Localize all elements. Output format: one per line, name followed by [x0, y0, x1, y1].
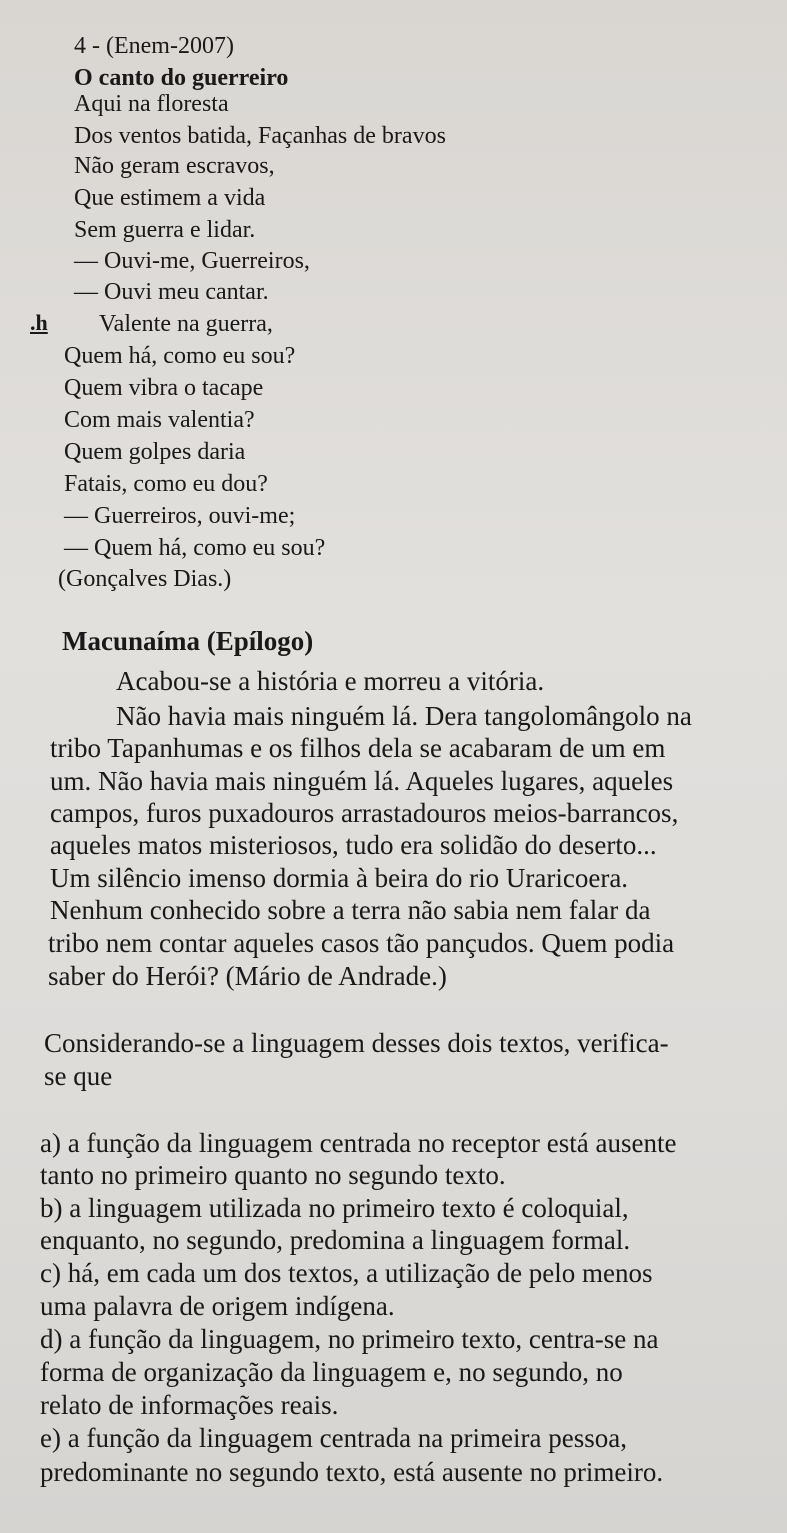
excerpt-line: tribo nem contar aqueles casos tão pançudos. Quem podia	[48, 928, 675, 958]
excerpt-line: tribo Tapanhumas e os filhos dela se acabaram de um em	[50, 733, 666, 763]
excerpt-line: um. Não havia mais ninguém lá. Aqueles lugares, aqueles	[50, 766, 674, 796]
question-stem-line: Considerando-se a linguagem desses dois textos, verifica-	[44, 1028, 669, 1058]
option-e-line: predominante no segundo texto, está ausente no primeiro.	[40, 1457, 664, 1487]
poem-line: Aqui na floresta	[74, 91, 229, 117]
poem-line: Dos ventos batida, Façanhas de bravos	[74, 123, 446, 149]
excerpt-line: Nenhum conhecido sobre a terra não sabia nem falar da	[50, 895, 651, 925]
poem-line: — Quem há, como eu sou?	[64, 535, 326, 561]
question-stem-line: se que	[44, 1061, 113, 1091]
option-d-line: forma de organização da linguagem e, no segundo, no	[40, 1357, 623, 1387]
poem-title: O canto do guerreiro	[74, 65, 289, 91]
poem-line: — Ouvi-me, Guerreiros,	[74, 248, 310, 274]
excerpt-line: aqueles matos misteriosos, tudo era solidão do deserto...	[50, 830, 657, 860]
option-a-line: a) a função da linguagem centrada no receptor está ausente	[40, 1128, 677, 1158]
excerpt-line: campos, furos puxadouros arrastadouros meios-barrancos,	[50, 798, 679, 828]
poem-line: Que estimem a vida	[74, 185, 266, 211]
poem-line: — Ouvi meu cantar.	[74, 279, 269, 305]
excerpt-title: Macunaíma (Epílogo)	[62, 626, 314, 656]
option-c-line: c) há, em cada um dos textos, a utilização de pelo menos	[40, 1258, 653, 1288]
option-d-line: d) a função da linguagem, no primeiro texto, centra-se na	[40, 1324, 659, 1354]
option-b-line: b) a linguagem utilizada no primeiro texto é coloquial,	[40, 1193, 629, 1223]
poem-line: Quem vibra o tacape	[64, 375, 264, 401]
poem-line: Sem guerra e lidar.	[74, 217, 256, 243]
excerpt-line: Um silêncio imenso dormia à beira do rio Uraricoera.	[50, 863, 629, 893]
poem-line: Fatais, como eu dou?	[64, 471, 268, 497]
option-b-line: enquanto, no segundo, predomina a linguagem formal.	[40, 1225, 631, 1255]
option-c-line: uma palavra de origem indígena.	[40, 1291, 395, 1321]
poem-line: Com mais valentia?	[64, 407, 255, 433]
poem-source: (Gonçalves Dias.)	[58, 566, 232, 592]
excerpt-line: Não havia mais ninguém lá. Dera tangolomângolo na	[116, 701, 692, 731]
poem-line: Valente na guerra,	[99, 311, 273, 337]
excerpt-line: Acabou-se a história e morreu a vitória.	[116, 666, 545, 696]
option-a-line: tanto no primeiro quanto no segundo texto.	[40, 1160, 506, 1190]
poem-line: Quem golpes daria	[64, 439, 246, 465]
excerpt-line: saber do Herói? (Mário de Andrade.)	[48, 961, 447, 991]
margin-mark: .h	[30, 310, 48, 335]
poem-line: Quem há, como eu sou?	[64, 343, 296, 369]
option-e-line: e) a função da linguagem centrada na primeira pessoa,	[40, 1423, 627, 1453]
poem-line: Não geram escravos,	[74, 153, 275, 179]
poem-line: — Guerreiros, ouvi-me;	[64, 503, 296, 529]
option-d-line: relato de informações reais.	[40, 1390, 339, 1420]
question-header: 4 - (Enem-2007)	[74, 33, 234, 59]
